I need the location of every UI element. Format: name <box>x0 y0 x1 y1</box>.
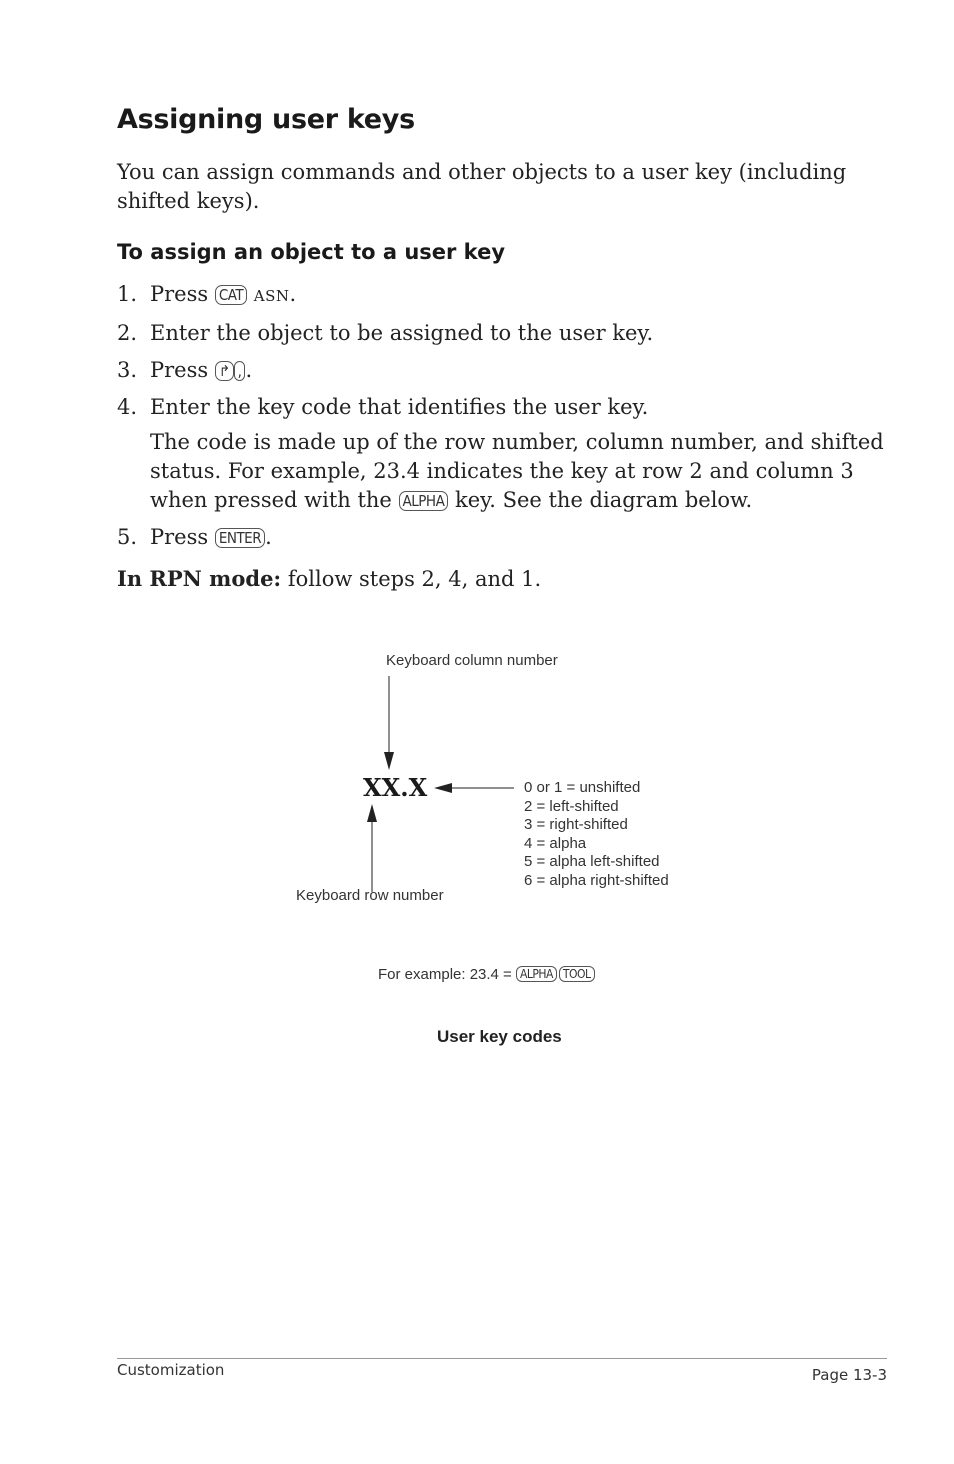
column-arrow-head <box>384 752 394 770</box>
step-text: Press <box>150 282 215 306</box>
step-number: 1. <box>117 282 138 306</box>
shift-state-item: 0 or 1 = unshifted <box>524 779 641 796</box>
alpha-key-icon: ALPHA <box>399 491 449 511</box>
footer-chapter: Customization <box>117 1361 225 1379</box>
enter-key-icon: ENTER <box>215 528 265 548</box>
shift-state-list <box>524 779 669 891</box>
shift-state-item: 5 = alpha left-shifted <box>524 853 660 871</box>
intro-paragraph: You can assign commands and other objects to a user key (including shifted keys). <box>117 160 847 213</box>
shift-state-item: 4 = alpha <box>524 834 587 852</box>
shift-arrow-head <box>434 783 452 793</box>
footer-divider <box>117 1358 887 1359</box>
asn-command: ASN <box>253 287 290 305</box>
step-text: Press <box>150 525 215 549</box>
note-text-end: key. See the diagram below. <box>448 488 753 512</box>
figure-caption: User key codes <box>437 1027 562 1046</box>
step-period: . <box>245 358 253 382</box>
shift-state-item: 2 = left-shifted <box>524 797 619 815</box>
shift-state-item: 6 = alpha right-shifted <box>524 871 669 889</box>
alpha-key-icon: ALPHA <box>516 966 557 982</box>
step-period: . <box>289 282 297 306</box>
tool-key-icon: TOOL <box>559 966 595 982</box>
column-number-label: Keyboard column number <box>386 652 558 669</box>
example-text: For example: 23.4 = <box>378 966 516 983</box>
shift-state-item: 3 = right-shifted <box>524 816 628 834</box>
footer-page-number: Page 13-3 <box>811 1366 887 1384</box>
note-text: The code is made up of the row number, column number, and shifted status. For example, 23.4 indicates the key at row 2 and column 3 when pressed with the <box>150 430 884 512</box>
step-text: Enter the key code that identifies the user key. <box>150 395 649 419</box>
comma-key-icon: , <box>234 361 246 381</box>
example-line <box>378 966 595 983</box>
step-number: 5. <box>117 525 138 549</box>
cat-key-icon: CAT <box>215 285 247 305</box>
step-period: . <box>265 525 272 549</box>
key-code-format: XX.X <box>363 773 428 802</box>
row-arrow-head <box>367 804 377 822</box>
step-text: Enter the object to be assigned to the user key. <box>150 321 654 345</box>
rpn-label: In RPN mode: <box>117 566 282 591</box>
right-shift-key-icon: ↱ <box>215 361 234 381</box>
rpn-text: follow steps 2, 4, and 1. <box>281 567 542 591</box>
step-number: 4. <box>117 395 138 419</box>
subsection-title: To assign an object to a user key <box>117 240 506 264</box>
step-number: 2. <box>117 321 138 345</box>
row-number-label: Keyboard row number <box>296 887 444 904</box>
step-number: 3. <box>117 358 138 382</box>
step-text: Press <box>150 358 215 382</box>
section-title: Assigning user keys <box>117 104 415 135</box>
